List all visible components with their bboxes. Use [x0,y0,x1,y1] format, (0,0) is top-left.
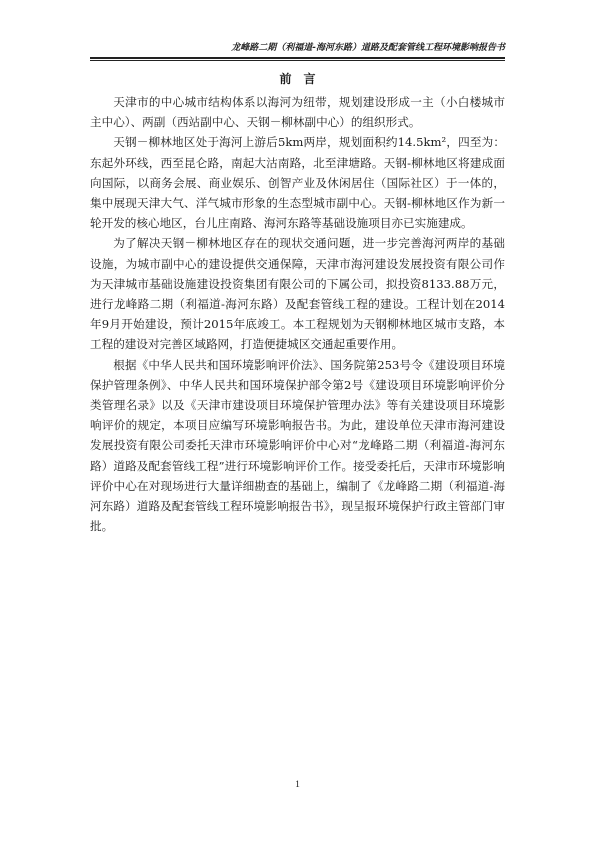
paragraph-2: 天钢－柳林地区处于海河上游后5km两岸，规划面积约14.5km²，四至为：东起外环线，西至昆仑路，南起大沽南路，北至津塘路。天钢-柳林地区将建成面向国际，以商务会展、商业娱乐、创智产业及休闲居住（国际社区）于一体的，集中展现天津大气、洋气城市形象的生态型城市副中心。天钢-柳林地区作为新一轮开发的核心地区，台儿庄南路、海河东路等基础设施项目亦已实施建成。 [90,135,505,231]
page-number: 1 [295,780,300,790]
paragraph-3: 为了解决天钢－柳林地区存在的现状交通问题，进一步完善海河两岸的基础设施，为城市副中心的建设提供交通保障，天津市海河建设发展投资有限公司作为天津城市基础设施建设投资集团有限公司的下属公司，拟投资8133.88万元，进行龙峰路二期（利福道-海河东路）及配套管线工程的建设。工程计划在2014年9月开始建设，预计2015年底竣工。本工程规划为天钢柳林地区城市支路，本工程的建设对完善区域路网，打造便捷城区交通起重要作用。 [90,236,505,352]
paragraph-4: 根据《中华人民共和国环境影响评价法》、国务院第253号令《建设项目环境保护管理条例》、中华人民共和国环境保护部令第2号《建设项目环境影响评价分类管理名录》以及《天津市建设项目环境保护管理办法》等有关建设项目环境影响评价的规定，本项目应编写环境影响报告书。为此，建设单位天津市海河建设发展投资有限公司委托天津市环境影响评价中心对“龙峰路二期（利福道-海河东路）道路及配套管线工程”进行环境影响评价工作。接受委托后，天津市环境影响评价中心在对现场进行大量详细勘查的基础上，编制了《龙峰路二期（利福道-海河东路）道路及配套管线工程环境影响报告书》，现呈报环境保护行政主管部门审批。 [90,357,505,534]
paragraph-1: 天津市的中心城市结构体系以海河为纽带，规划建设形成一主（小白楼城市主中心）、两副（西站副中心、天钢－柳林副中心）的组织形式。 [90,95,505,130]
header-rule-thick [90,57,505,59]
section-title: 前言 [279,72,328,86]
running-header: 龙峰路二期（利福道-海河东路）道路及配套管线工程环境影响报告书 [231,43,505,53]
body-text [90,92,505,536]
header-rule-thin [90,60,505,61]
